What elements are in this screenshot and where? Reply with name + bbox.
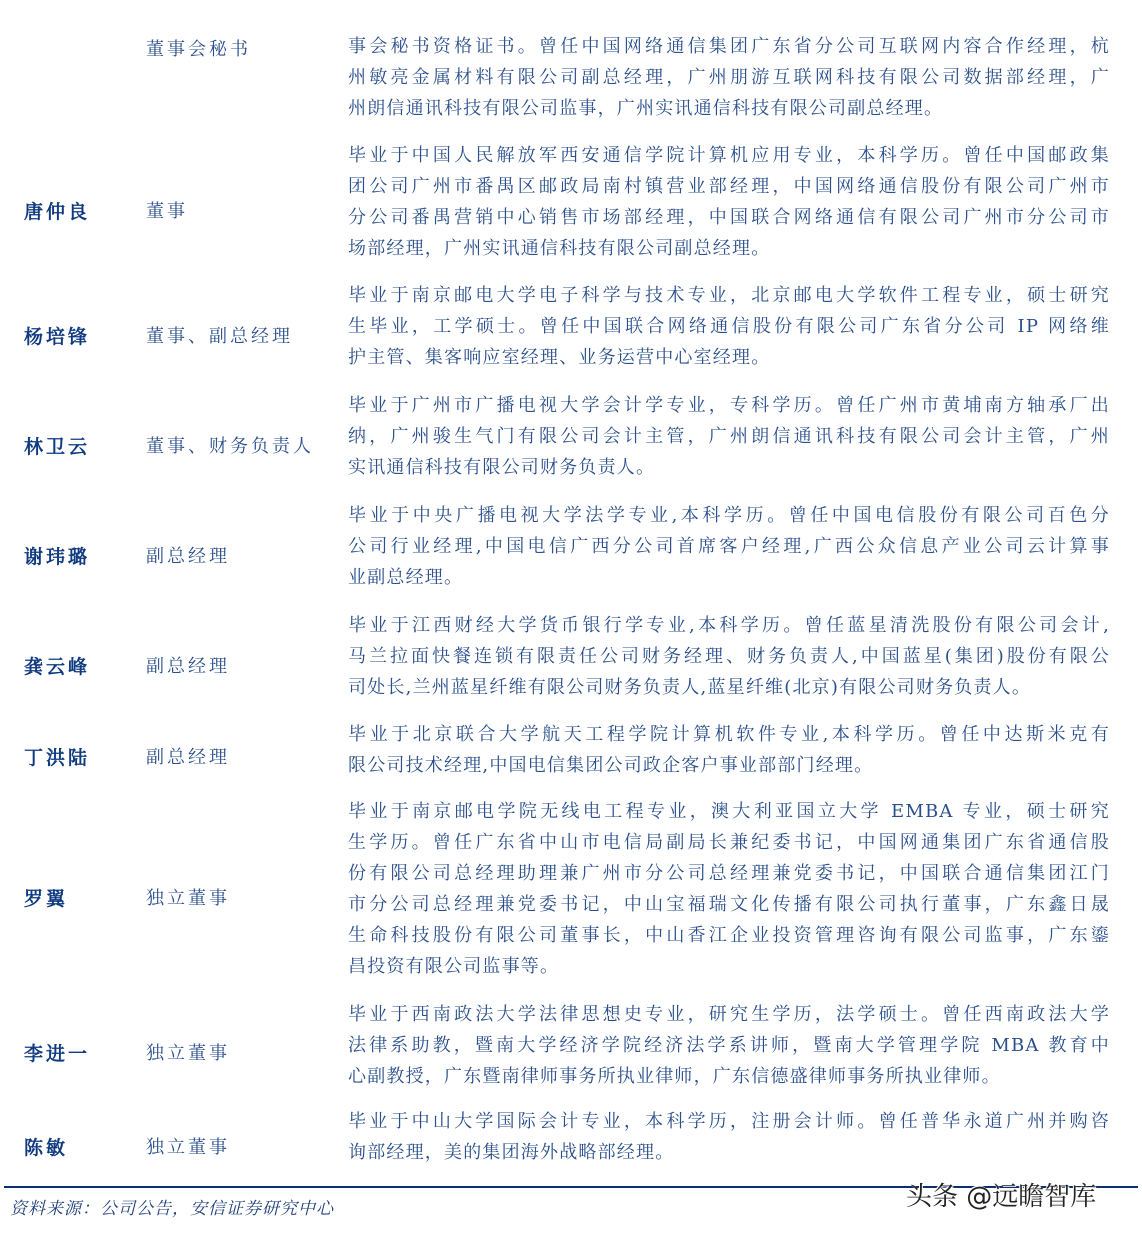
bio-cell — [348, 31, 1110, 124]
bio-cell — [348, 390, 1110, 483]
role-cell: 独立董事 — [146, 888, 230, 909]
bio-line: 州敏亮金属材料有限公司副总经理，广州朋游互联网科技有限公司数据部经理，广 — [348, 67, 1110, 88]
bio-line: 毕业于北京联合大学航天工程学院计算机软件专业,本科学历。曾任中达斯米克有 — [348, 724, 1110, 745]
bio-cell — [348, 280, 1110, 373]
watermark: 头条 @远瞻智库 — [906, 1182, 1097, 1212]
bio-cell — [348, 500, 1110, 593]
bio-line: 马兰拉面快餐连锁有限责任公司财务经理、财务负责人,中国蓝星(集团)股份有限公 — [348, 646, 1110, 667]
table-row — [0, 796, 1142, 986]
bio-line: 心副教授，广东暨南律师事务所执业律师，广东信德盛律师事务所执业律师。 — [348, 1066, 1001, 1087]
role-cell: 副总经理 — [146, 546, 230, 567]
bio-line: 生命科技股份有限公司董事长，中山香江企业投资管理咨询有限公司监事，广东鎏 — [348, 925, 1110, 946]
bio-line: 毕业于中央广播电视大学法学专业,本科学历。曾任中国电信股份有限公司百色分 — [348, 505, 1110, 526]
person-name: 丁洪陆 — [24, 747, 91, 769]
role-cell: 董事、财务负责人 — [146, 436, 314, 457]
bio-cell — [348, 796, 1110, 982]
bio-line: 毕业于中山大学国际会计专业，本科学历，注册会计师。曾任普华永道广州并购咨 — [348, 1111, 1110, 1132]
bio-line: 公司行业经理,中国电信广西分公司首席客户经理,广西公众信息产业公司云计算事 — [348, 536, 1110, 557]
table-row — [0, 390, 1142, 490]
person-name: 谢玮璐 — [24, 546, 91, 568]
bio-line: 护主管、集客响应室经理、业务运营中心室经理。 — [348, 347, 771, 368]
table-row — [0, 719, 1142, 789]
bio-line: 询部经理，美的集团海外战略部经理。 — [348, 1142, 675, 1163]
role-cell: 独立董事 — [146, 1137, 230, 1158]
role-cell: 副总经理 — [146, 656, 230, 677]
table-row — [0, 1106, 1142, 1176]
bio-line: 法律系助教，暨南大学经济学院经济法学系讲师，暨南大学管理学院 MBA 教育中 — [348, 1035, 1110, 1056]
bio-line: 毕业于南京邮电大学电子科学与技术专业，北京邮电大学软件工程专业，硕士研究 — [348, 285, 1110, 306]
bio-line: 生毕业，工学硕士。曾任中国联合网络通信股份有限公司广东省分公司 IP 网络维 — [348, 316, 1110, 337]
bio-line: 团公司广州市番禺区邮政局南村镇营业部经理，中国网络通信股份有限公司广州市 — [348, 176, 1110, 197]
source-note: 资料来源：公司公告，安信证券研究中心 — [10, 1199, 334, 1219]
person-name: 龚云峰 — [24, 656, 91, 678]
role-cell: 副总经理 — [146, 747, 230, 768]
bio-line: 业副总经理。 — [348, 567, 464, 588]
bio-line: 毕业于江西财经大学货币银行学专业,本科学历。曾任蓝星清洗股份有限公司会计, — [348, 615, 1110, 636]
bio-line: 场部经理，广州实讯通信科技有限公司副总经理。 — [348, 238, 771, 259]
role-cell: 董事、副总经理 — [146, 326, 293, 347]
table-row — [0, 999, 1142, 1099]
table-row — [0, 500, 1142, 600]
person-name: 唐仲良 — [24, 201, 91, 223]
role-cell: 董事会秘书 — [146, 39, 251, 60]
bio-line: 事会秘书资格证书。曾任中国网络通信集团广东省分公司互联网内容合作经理，杭 — [348, 36, 1110, 57]
bio-line: 毕业于中国人民解放军西安通信学院计算机应用专业，本科学历。曾任中国邮政集 — [348, 145, 1110, 166]
bio-cell — [348, 719, 1110, 781]
bio-line: 毕业于广州市广播电视大学会计学专业，专科学历。曾任广州市黄埔南方轴承厂出 — [348, 395, 1110, 416]
table-row — [0, 140, 1142, 270]
bio-line: 纳，广州骏生气门有限公司会计主管，广州朗信通讯科技有限公司会计主管，广州 — [348, 426, 1110, 447]
person-name: 李进一 — [24, 1043, 91, 1065]
bio-cell — [348, 610, 1110, 703]
person-name: 杨培锋 — [24, 326, 91, 348]
bio-line: 实讯通信科技有限公司财务负责人。 — [348, 457, 656, 478]
bio-line: 昌投资有限公司监事等。 — [348, 956, 560, 977]
role-cell: 独立董事 — [146, 1043, 230, 1064]
person-name: 林卫云 — [24, 436, 91, 458]
bio-cell — [348, 1106, 1110, 1168]
table-row — [0, 0, 1142, 130]
bio-line: 限公司技术经理,中国电信集团公司政企客户事业部部门经理。 — [348, 755, 874, 776]
bio-line: 毕业于南京邮电学院无线电工程专业，澳大利亚国立大学 EMBA 专业，硕士研究 — [348, 801, 1110, 822]
bio-line: 司处长,兰州蓝星纤维有限公司财务负责人,蓝星纤维(北京)有限公司财务负责人。 — [348, 677, 1032, 698]
bio-cell — [348, 999, 1110, 1092]
role-cell: 董事 — [146, 201, 188, 222]
bio-line: 市分公司总经理兼党委书记，中山宝福瑞文化传播有限公司执行董事，广东鑫日晟 — [348, 894, 1110, 915]
bio-line: 分公司番禺营销中心销售市场部经理，中国联合网络通信有限公司广州市分公司市 — [348, 207, 1110, 228]
table-row — [0, 610, 1142, 710]
bio-line: 生学历。曾任广东省中山市电信局副局长兼纪委书记，中国网通集团广东省通信股 — [348, 832, 1110, 853]
person-name: 罗翼 — [24, 888, 69, 910]
table-row — [0, 280, 1142, 380]
bio-cell — [348, 140, 1110, 264]
bio-line: 份有限公司总经理助理兼广州市分公司总经理兼党委书记，中国联合通信集团江门 — [348, 863, 1110, 884]
bio-line: 毕业于西南政法大学法律思想史专业，研究生学历，法学硕士。曾任西南政法大学 — [348, 1004, 1110, 1025]
bio-line: 州朗信通讯科技有限公司监事，广州实讯通信科技有限公司副总经理。 — [348, 98, 944, 119]
person-name: 陈敏 — [24, 1137, 69, 1159]
